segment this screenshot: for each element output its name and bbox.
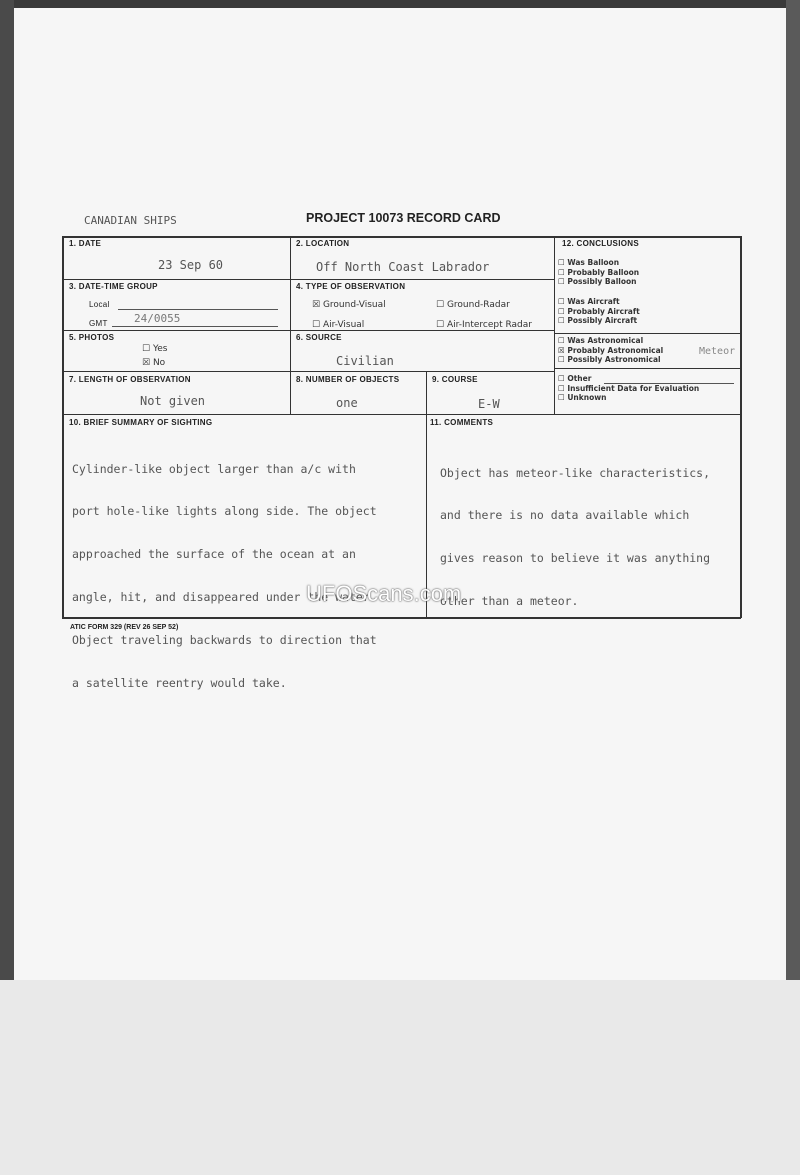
objects-label: 8. NUMBER OF OBJECTS xyxy=(296,375,400,384)
summary-label: 10. BRIEF SUMMARY OF SIGHTING xyxy=(69,418,213,427)
comments-line: other than a meteor. xyxy=(440,594,579,609)
date-value: 23 Sep 60 xyxy=(158,258,224,272)
form-id: ATIC FORM 329 (REV 26 SEP 52) xyxy=(70,624,179,631)
air-intercept-radar-label: Air-Intercept Radar xyxy=(446,320,532,330)
conclusions-group-astronomical xyxy=(558,336,663,365)
summary-line: angle, hit, and disappeared under the water xyxy=(72,590,370,605)
conclusion-possibly-astronomical[interactable]: ☐ Possibly Astronomical xyxy=(558,355,661,364)
conclusions-group-balloon xyxy=(558,258,639,287)
meteor-annotation: Meteor xyxy=(699,346,736,357)
length-label: 7. LENGTH OF OBSERVATION xyxy=(69,375,191,384)
ground-visual-label: Ground-Visual xyxy=(322,300,386,310)
air-visual-checkbox[interactable]: ☐ Air-Visual xyxy=(312,320,365,330)
ufoscans-watermark: UFOScans.com xyxy=(306,581,462,606)
location-value: Off North Coast Labrador xyxy=(316,260,490,274)
ground-radar-label: Ground-Radar xyxy=(446,300,510,310)
summary-text xyxy=(72,433,377,719)
conclusions-label: 12. CONCLUSIONS xyxy=(562,239,639,248)
conclusion-possibly-aircraft[interactable]: ☐ Possibly Aircraft xyxy=(558,316,638,325)
conclusion-was-aircraft[interactable]: ☐ Was Aircraft xyxy=(558,297,620,306)
conclusion-possibly-balloon[interactable]: ☐ Possibly Balloon xyxy=(558,277,637,286)
photos-no-checkbox[interactable]: ☒ No xyxy=(142,358,166,368)
comments-line: Object has meteor-like characteristics, xyxy=(440,465,711,480)
comments-text xyxy=(440,437,710,637)
local-label: Local xyxy=(89,300,110,309)
summary-line: Cylinder-like object larger than a/c with xyxy=(72,461,356,476)
air-intercept-radar-checkbox[interactable]: ☐ Air-Intercept Radar xyxy=(436,320,532,330)
conclusion-was-astronomical[interactable]: ☐ Was Astronomical xyxy=(558,336,644,345)
conclusions-group-other xyxy=(558,374,699,403)
summary-line: Object traveling backwards to direction that xyxy=(72,633,377,648)
course-label: 9. COURSE xyxy=(432,375,478,384)
photos-no-label: No xyxy=(152,358,166,368)
conclusion-probably-astronomical[interactable]: ☒ Probably Astronomical xyxy=(558,345,664,355)
length-value: Not given xyxy=(140,394,206,408)
photos-yes-label: Yes xyxy=(152,344,168,354)
source-value: Civilian xyxy=(336,354,394,368)
scan-edge-right xyxy=(786,0,800,980)
photos-yes-checkbox[interactable]: ☐ Yes xyxy=(142,344,168,354)
date-label: 1. DATE xyxy=(69,239,102,248)
conclusion-was-balloon[interactable]: ☐ Was Balloon xyxy=(558,258,620,267)
conclusion-other[interactable]: ☐ Other xyxy=(558,374,592,383)
conclusions-group-aircraft xyxy=(558,297,640,326)
lower-page xyxy=(0,980,800,1175)
summary-line: a satellite reentry would take. xyxy=(72,676,287,691)
photos-label: 5. PHOTOS xyxy=(69,333,115,342)
comments-line: gives reason to believe it was anything xyxy=(440,551,711,566)
scan-edge-top xyxy=(0,0,800,8)
gmt-value: 24/0055 xyxy=(134,312,181,325)
summary-line: approached the surface of the ocean at an xyxy=(72,547,356,562)
observation-type-label: 4. TYPE OF OBSERVATION xyxy=(296,282,406,291)
ground-radar-checkbox[interactable]: ☐ Ground-Radar xyxy=(436,300,510,310)
conclusion-insufficient-data[interactable]: ☐ Insufficient Data for Evaluation xyxy=(558,383,700,393)
air-visual-label: Air-Visual xyxy=(322,320,365,330)
comments-label: 11. COMMENTS xyxy=(430,418,494,427)
comments-line: and there is no data available which xyxy=(440,508,690,523)
canadian-ships-stamp: CANADIAN SHIPS xyxy=(84,214,177,227)
card-title: PROJECT 10073 RECORD CARD xyxy=(306,211,501,225)
conclusion-probably-balloon[interactable]: ☐ Probably Balloon xyxy=(558,267,640,277)
location-label: 2. LOCATION xyxy=(296,239,350,248)
datetime-group-label: 3. DATE-TIME GROUP xyxy=(69,282,158,291)
conclusion-unknown[interactable]: ☐ Unknown xyxy=(558,393,607,402)
summary-line: port hole-like lights along side. The object xyxy=(72,504,377,519)
conclusion-probably-aircraft[interactable]: ☐ Probably Aircraft xyxy=(558,306,640,316)
gmt-label: GMT xyxy=(89,319,108,328)
record-card-page xyxy=(14,8,786,980)
scan-edge-left xyxy=(0,0,14,980)
objects-value: one xyxy=(336,396,358,410)
course-value: E-W xyxy=(478,397,500,411)
ground-visual-checkbox[interactable]: ☒ Ground-Visual xyxy=(312,300,386,310)
source-label: 6. SOURCE xyxy=(296,333,342,342)
